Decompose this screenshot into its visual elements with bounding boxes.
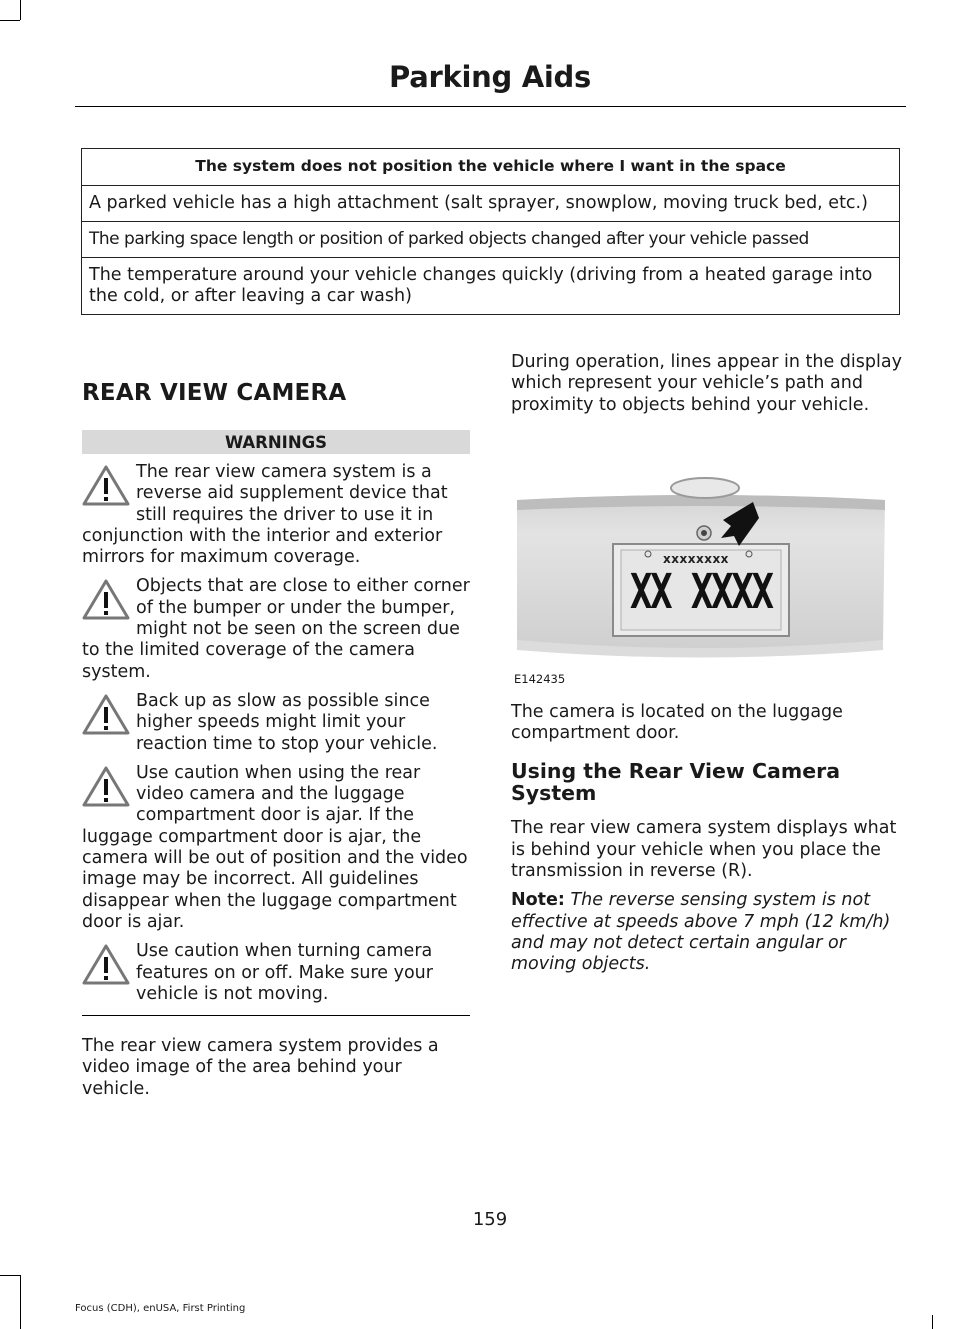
plate-main-text: XX XXXX xyxy=(630,563,772,620)
warning-text: Back up as slow as possible since higher speeds might limit your reaction time to stop your vehicle. xyxy=(136,690,438,754)
warning-item xyxy=(82,691,470,755)
title-rule xyxy=(75,106,906,107)
note-label: Note: xyxy=(511,890,565,911)
warnings-bar: WARNINGS xyxy=(82,430,470,454)
page-number: 159 xyxy=(472,1209,508,1230)
crop-mark xyxy=(0,1275,20,1276)
table-header-row xyxy=(82,149,900,186)
camera-location-text: The camera is located on the luggage compartment door. xyxy=(511,701,843,744)
warnings-end-rule xyxy=(82,1015,470,1016)
warning-triangle-icon xyxy=(82,765,134,809)
section-heading: REAR VIEW CAMERA xyxy=(82,380,347,406)
table-row xyxy=(82,186,900,222)
using-camera-heading: Using the Rear View Camera System xyxy=(511,759,841,806)
crop-mark xyxy=(0,20,20,21)
figure-code: E142435 xyxy=(514,671,566,686)
crop-mark xyxy=(20,0,21,20)
warning-triangle-icon xyxy=(82,578,134,622)
conditions-table xyxy=(81,148,900,315)
plate-small-text: xxxxxxxx xyxy=(663,551,729,566)
crop-mark xyxy=(932,1315,933,1329)
table-cell: The temperature around your vehicle changes quickly (driving from a heated garage into the cold, or after leaving a car wash) xyxy=(82,258,900,315)
table-cell: A parked vehicle has a high attachment (salt sprayer, snowplow, moving truck bed, etc.) xyxy=(82,186,900,222)
warning-item xyxy=(82,941,470,1005)
warning-item xyxy=(82,462,470,568)
warning-triangle-icon xyxy=(82,464,134,508)
table-row xyxy=(82,258,900,315)
crop-mark xyxy=(20,1275,21,1329)
camera-location-illustration xyxy=(511,460,889,670)
using-camera-text: The rear view camera system displays what is behind your vehicle when you place the transmission in reverse (R). xyxy=(511,818,897,882)
camera-intro-text: The rear view camera system provides a video image of the area behind your vehicle. xyxy=(82,1036,439,1099)
table-heading: The system does not position the vehicle where I want in the space xyxy=(82,149,900,186)
footer-text: Focus (CDH), enUSA, First Printing xyxy=(75,1303,246,1314)
table-cell: The parking space length or position of parked objects changed after your vehicle passed xyxy=(82,222,900,258)
right-column xyxy=(511,352,903,976)
warning-text: Use caution when turning camera features on or off. Make sure your vehicle is not moving. xyxy=(136,941,433,1004)
warning-text: The rear view camera system is a reverse aid supplement device that still requires the driver to use it in conjunction with the interior and exterior mirrors for maximum coverage. xyxy=(82,462,448,568)
table-row xyxy=(82,222,900,258)
warning-text: Use caution when using the rear video camera and the luggage compartment door is ajar. If the luggage compartment door is ajar, the camera will be out of position and the video image may be incorrect. All guidelines disappear when the luggage compartment door is ajar. xyxy=(82,762,468,932)
operation-text: During operation, lines appear in the display which represent your vehicle’s path and proximity to objects behind your vehicle. xyxy=(511,352,902,415)
page-title: Parking Aids xyxy=(389,60,591,94)
warning-item xyxy=(82,763,470,933)
warning-item xyxy=(82,576,470,682)
left-column xyxy=(82,380,470,1100)
warning-triangle-icon xyxy=(82,943,134,987)
note-text: The reverse sensing system is not effective at speeds above 7 mph (12 km/h) and may not detect certain angular or moving objects. xyxy=(511,890,891,975)
note-paragraph xyxy=(511,890,903,975)
warning-triangle-icon xyxy=(82,693,134,737)
warning-text: Objects that are close to either corner of the bumper or under the bumper, might not be seen on the screen due to the limited coverage of the camera system. xyxy=(82,576,470,682)
